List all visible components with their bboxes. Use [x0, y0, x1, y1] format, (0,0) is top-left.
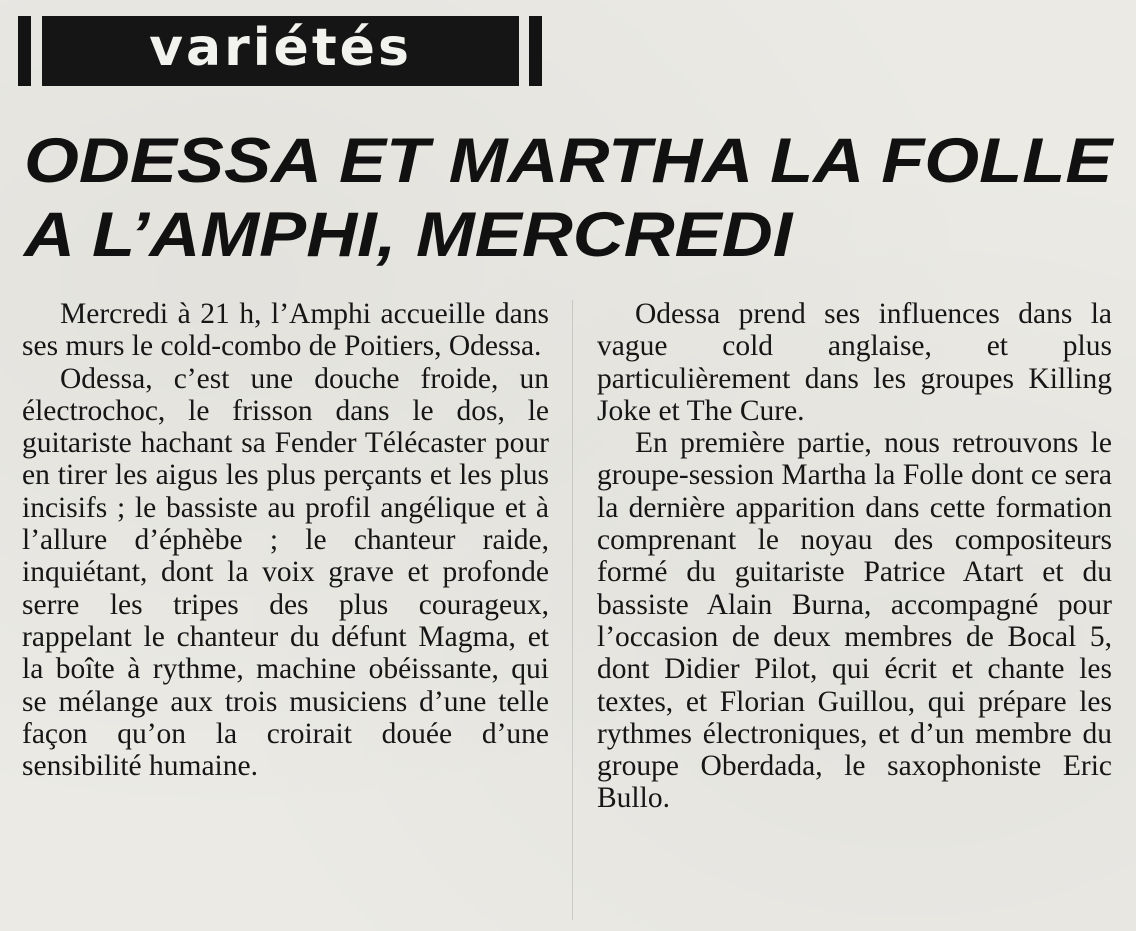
article-column-left: [22, 298, 549, 782]
column-divider: [572, 300, 573, 920]
article-paragraph: Mercredi à 21 h, l’Amphi accueille dans ses murs le cold-combo de Poitiers, Odessa.: [22, 298, 549, 363]
section-banner: [18, 16, 542, 86]
headline-line-2: A L’AMPHI, MERCREDI: [24, 200, 793, 270]
article-paragraph: En première partie, nous retrouvons le groupe-session Martha la Folle dont ce sera la dernière apparition dans cette formation comprenant le noyau des compositeurs formé du guitariste Patrice Atart et du bassiste Alain Burna, accompagné pour l’occasion de deux membres de Bocal 5, dont Didier Pilot, qui écrit et chante les textes, et Florian Guillou, qui prépare les rythmes électroniques, et d’un membre du groupe Oberdada, le saxophoniste Eric Bullo.: [597, 427, 1112, 815]
banner-left-bar: [18, 16, 31, 86]
article-headline: [24, 124, 1136, 272]
section-label: variétés: [149, 18, 412, 78]
article-column-right: [597, 298, 1112, 815]
banner-box: [42, 16, 519, 86]
article-paragraph: Odessa, c’est une douche froide, un électrochoc, le frisson dans le dos, le guitariste hachant sa Fender Télécaster pour en tirer les aigus les plus perçants et les plus incisifs ; le bassiste au profil angélique et à l’allure d’éphèbe ; le chanteur raide, inquiétant, dont la voix grave et profonde serre les tripes des plus courageux, rappelant le chanteur du défunt Magma, et la boîte à rythme, machine obéissante, qui se mélange aux trois musiciens d’une telle façon qu’on la croirait douée d’une sensibilité humaine.: [22, 362, 549, 783]
headline-line-1: ODESSA ET MARTHA LA FOLLE: [24, 126, 1113, 196]
article-paragraph: Odessa prend ses influences dans la vague cold anglaise, et plus particulièrement dans les groupes Killing Joke et The Cure.: [597, 298, 1112, 427]
banner-right-bar: [529, 16, 542, 86]
